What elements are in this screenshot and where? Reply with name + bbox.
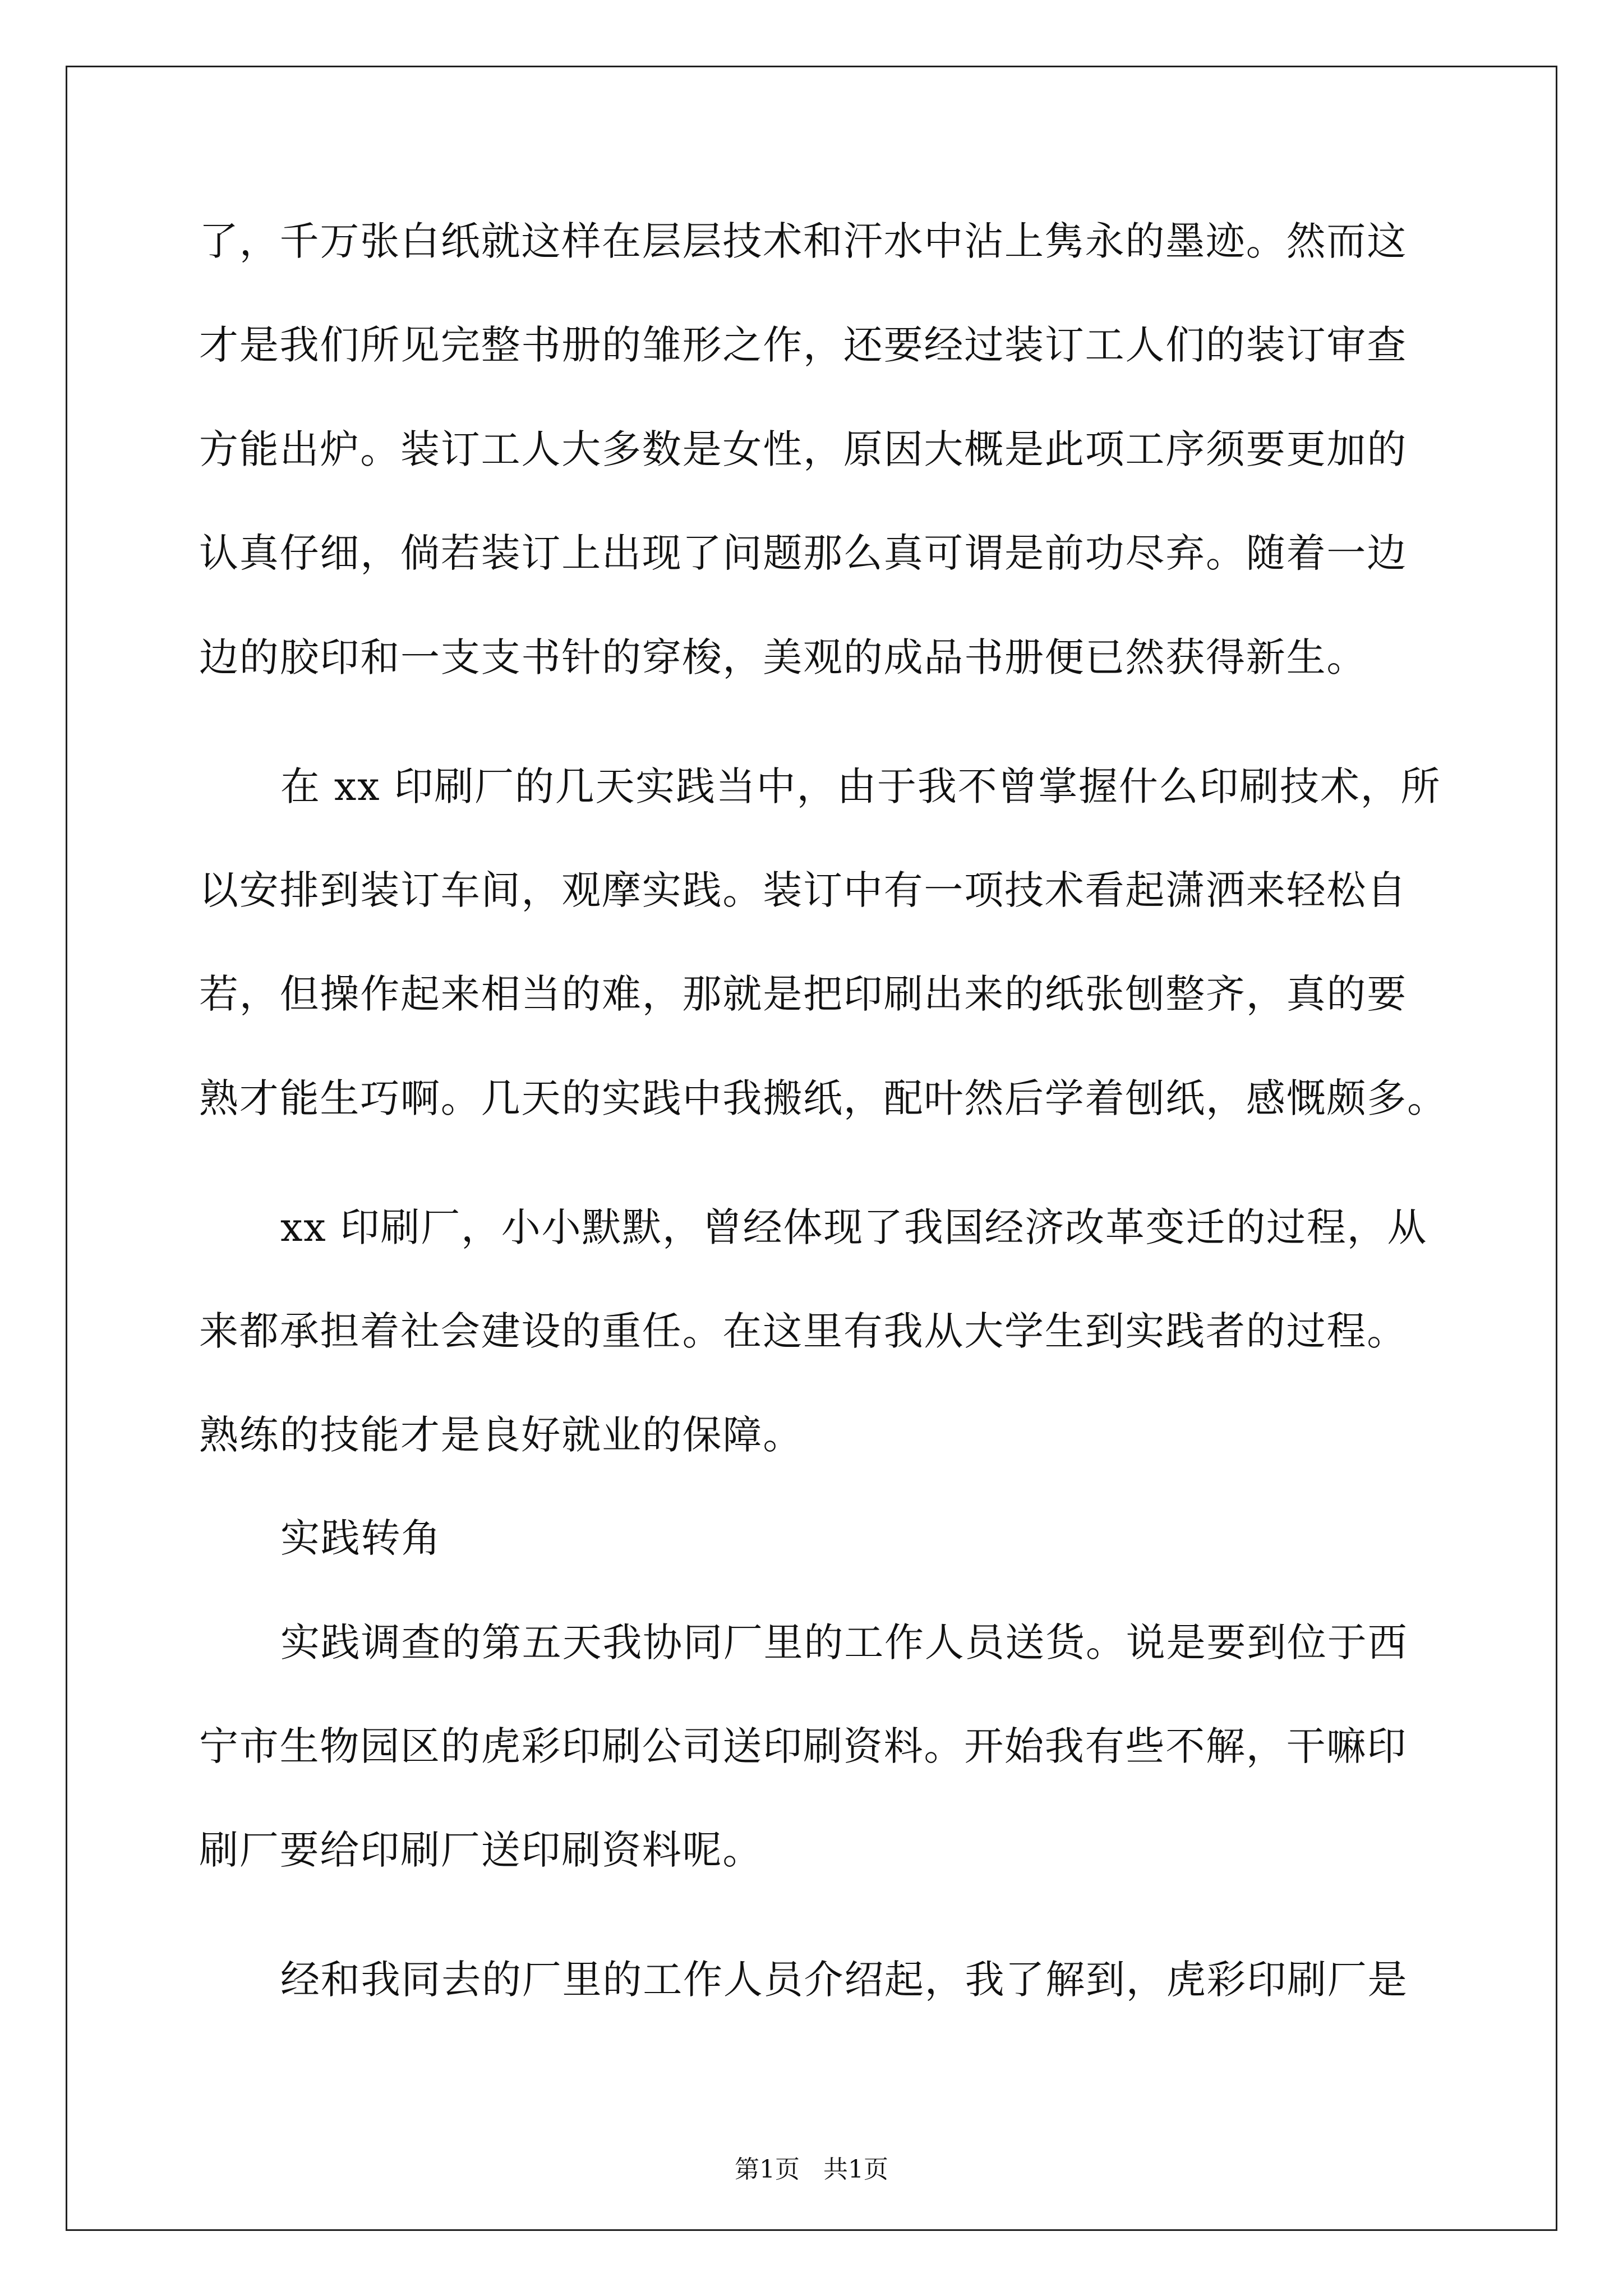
text-line: 刷厂要给印刷厂送印刷资料呢。 <box>199 1827 763 1873</box>
text-line: xx 印刷厂，小小默默，曾经体现了我国经济改革变迁的过程，从 <box>280 1204 1428 1250</box>
text-line: 来都承担着社会建设的重任。在这里有我从大学生到实践者的过程。 <box>199 1308 1407 1354</box>
text-line: 方能出炉。装订工人大多数是女性，原因大概是此项工序须要更加的 <box>199 426 1407 472</box>
text-line: 以安排到装订车间，观摩实践。装订中有一项技术看起潇洒来轻松自 <box>199 867 1407 913</box>
text-line: 熟才能生巧啊。几天的实践中我搬纸，配叶然后学着刨纸，感慨颇多。 <box>199 1075 1447 1121</box>
page-border <box>66 66 1557 2231</box>
section-heading: 实践转角 <box>280 1515 442 1561</box>
text-line: 认真仔细，倘若装订上出现了问题那么真可谓是前功尽弃。随着一边 <box>199 530 1407 576</box>
text-line: 边的胶印和一支支书针的穿梭，美观的成品书册便已然获得新生。 <box>199 634 1367 680</box>
text-line: 熟练的技能才是良好就业的保障。 <box>199 1412 803 1458</box>
text-line: 实践调查的第五天我协同厂里的工作人员送货。说是要到位于西 <box>280 1619 1408 1665</box>
text-line: 在 xx 印刷厂的几天实践当中，由于我不曾掌握什么印刷技术，所 <box>280 763 1441 809</box>
page-footer: 第1页 共1页 <box>735 2155 888 2184</box>
text-line: 经和我同去的厂里的工作人员介绍起，我了解到，虎彩印刷厂是 <box>280 1957 1408 2003</box>
text-line: 了，千万张白纸就这样在层层技术和汗水中沾上隽永的墨迹。然而这 <box>199 218 1407 264</box>
text-line: 若，但操作起来相当的难，那就是把印刷出来的纸张刨整齐，真的要 <box>199 971 1407 1017</box>
text-line: 宁市生物园区的虎彩印刷公司送印刷资料。开始我有些不解，干嘛印 <box>199 1723 1407 1769</box>
text-line: 才是我们所见完整书册的雏形之作，还要经过装订工人们的装订审查 <box>199 322 1407 368</box>
